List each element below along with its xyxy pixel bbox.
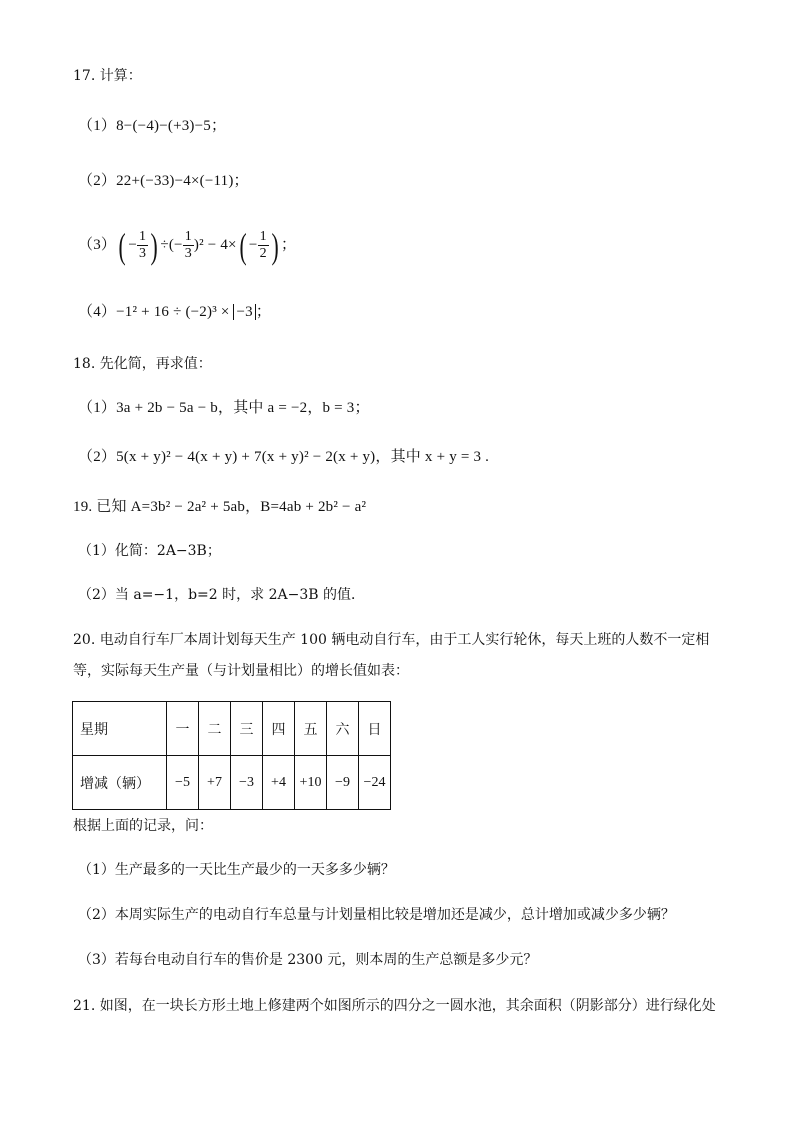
q20-part1: （1）生产最多的一天比生产最少的一天多多少辆？ [78,862,395,878]
table-row-change [73,756,391,810]
q17-part3-op1: ÷(− [160,237,183,253]
q17-part3-frac2: $\frac{1}{3}$ [184,229,192,262]
q17-title: 17. 计算： [73,68,142,84]
table-cell: 星期 [73,702,167,756]
q20-title-line1: 20. 电动自行车厂本周计划每天生产 100 辆电动自行车，由于工人实行轮休，每天上班的人数不一定相 [73,632,710,648]
table-cell: 四 [263,702,295,756]
q19-title: 19. 已知 A=3b² − 2a² + 5ab，B=4ab + 2b² − a² [73,499,367,515]
table-cell: 六 [327,702,359,756]
q17-part1 [78,116,226,136]
q18-part1 [78,398,370,418]
table-cell: +4 [263,756,295,810]
table-cell: −5 [167,756,199,810]
table-cell: +10 [295,756,327,810]
q20-part3: （3）若每台电动自行车的售价是 2300 元，则本周的生产总额是多少元？ [78,952,538,968]
q17-part2-expr: 22+(−33)−4×(−11)； [116,173,249,189]
table-cell: −9 [327,756,359,810]
q17-part1-expr: 8−(−4)−(+3)−5； [116,118,227,134]
table-cell: 日 [359,702,391,756]
q20-part2: （2）本周实际生产的电动自行车总量与计划量相比较是增加还是减少，总计增加或减少多少辆？ [78,907,675,923]
production-table [72,701,391,810]
table-cell: 三 [231,702,263,756]
q17-part3-op2: )² − 4× [193,237,237,253]
q20-title-line2: 等，实际每天生产量（与计划量相比）的增长值如表： [73,663,409,679]
q17-part3-frac3: $\frac{1}{2}$ [259,229,267,262]
q19-part2: （2）当 a=−1，b=2 时，求 2A−3B 的值． [78,587,365,603]
q18-part1-label: （1） [78,400,117,416]
q17-part3-label: （3） [78,237,117,253]
q17-part4-abs: −3 [233,304,255,320]
q17-part3: （3）( − $\frac{1}{3}$ ) ÷(− $\frac{1}{3}$ )² − 4×( − $\frac{1}{2}$ ) ； [78,225,297,266]
table-cell: +7 [199,756,231,810]
table-cell: 增减（辆） [73,756,167,810]
q21-title: 21. 如图，在一块长方形土地上修建两个如图所示的四分之一圆水池，其余面积（阴影部分）进行绿化处 [73,998,716,1014]
q17-part4-expr: −1² + 16 ÷ (−2)³ × [116,304,230,320]
q17-part2 [78,171,249,191]
q18-part2-expr: 5(x + y)² − 4(x + y) + 7(x + y)² − 2(x + y)，其中 x + y = 3 . [116,449,490,465]
q17-part3-frac1: $\frac{1}{3}$ [138,229,147,262]
table-cell: 二 [199,702,231,756]
q18-part2 [78,447,489,467]
table-cell: 一 [167,702,199,756]
q17-part2-label: （2） [78,173,117,189]
table-row-weekday [73,702,391,756]
q17-part3-minus: − [128,237,137,253]
q17-part4-label: （4） [78,304,117,320]
table-cell: 五 [295,702,327,756]
q18-title: 18. 先化简，再求值： [73,356,212,372]
q17-part4 [78,302,271,322]
q18-part2-label: （2） [78,449,117,465]
q17-part3-end: ； [280,237,297,253]
table-cell: −24 [359,756,391,810]
q19-part1: （1）化简：2A−3B； [78,543,221,559]
q17-part1-label: （1） [78,118,117,134]
q17-part4-end: ； [255,304,272,320]
q18-part1-expr: 3a + 2b − 5a − b，其中 a = −2，b = 3； [116,400,370,416]
table-cell: −3 [231,756,263,810]
q20-after-table: 根据上面的记录，问： [73,818,213,834]
